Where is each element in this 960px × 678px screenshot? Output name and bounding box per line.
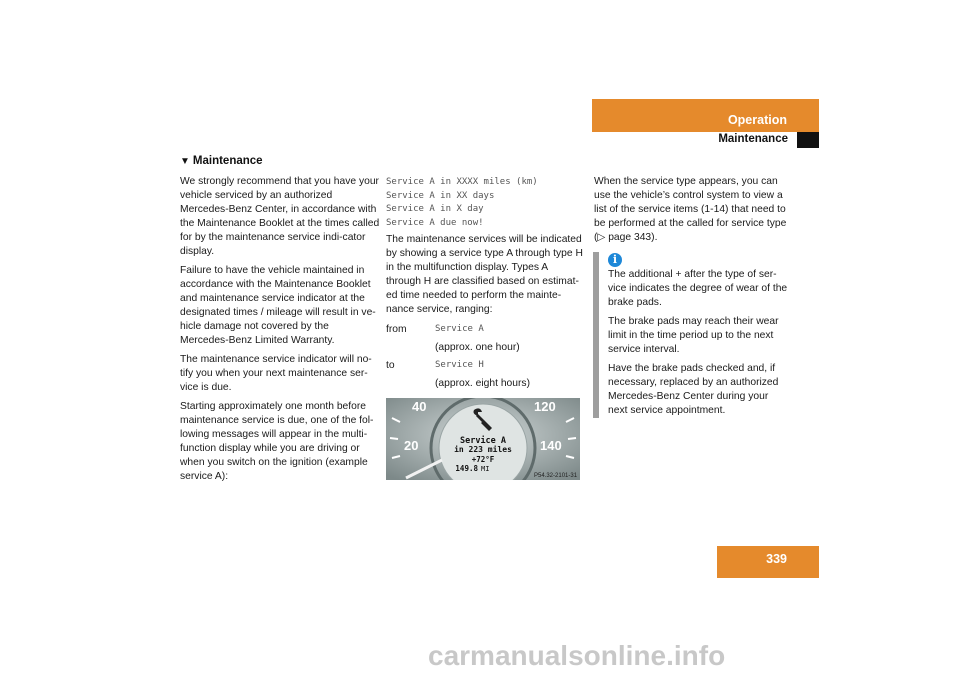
- display-message: Service A in XX days: [386, 190, 495, 201]
- figure-reference: P54.32-2101-31: [534, 473, 578, 479]
- paragraph: The maintenance service indicator will no-tify you when your next maintenance ser-vice is due.: [180, 354, 372, 393]
- info-box: [608, 268, 790, 423]
- info-paragraph: The additional + after the type of ser-vice indicates the degree of wear of the brake pads.: [608, 269, 788, 308]
- instrument-cluster-graphic: [386, 398, 580, 480]
- from-value: Service A: [435, 324, 484, 334]
- page-heading: [180, 155, 263, 167]
- display-line-1: Service A: [459, 436, 507, 446]
- column-3: [594, 175, 792, 250]
- display-message: Service A due now!: [386, 217, 484, 228]
- display-temperature: +72°F: [471, 455, 495, 464]
- display-odometer-unit: MI: [481, 465, 490, 473]
- display-messages: [386, 176, 584, 230]
- range-from: [386, 323, 584, 337]
- display-line-2: in 223 miles: [454, 445, 512, 454]
- page-number: 339: [766, 552, 787, 566]
- info-icon: i: [608, 253, 622, 267]
- speed-label-20: 20: [404, 438, 419, 453]
- to-value: Service H: [435, 360, 484, 370]
- page-number-box: [717, 546, 819, 578]
- paragraph: When the service type appears, you can use the vehicle’s control system to view a list of the service items (1-14) that need to be performed at the called for service type (▷ page 343).: [594, 176, 787, 243]
- paragraph: Failure to have the vehicle maintained in accordance with the Maintenance Booklet and maintenance service indicator at the designated times / mileage will result in ve-hicle damage not covered by the Mercedes-Benz Limited Warranty.: [180, 265, 376, 346]
- speed-label-40: 40: [412, 399, 427, 414]
- triangle-down-icon: ▼: [180, 156, 190, 167]
- instrument-cluster-image: [386, 398, 580, 480]
- from-label: from: [386, 324, 407, 335]
- header-marker: [797, 132, 819, 148]
- info-paragraph: Have the brake pads checked and, if necessary, replaced by an authorized Mercedes-Benz Center during your next service appointment.: [608, 363, 779, 416]
- paragraph: Starting approximately one month before maintenance service is due, one of the fol-lowing messages will appear in the multi-function display while you are driving or when you switch on the ignition (example service A):: [180, 401, 374, 482]
- heading-text: Maintenance: [192, 155, 263, 167]
- info-paragraph: The brake pads may reach their wear limit in the time period up to the next service interval.: [608, 316, 779, 355]
- display-message: Service A in XXXX miles (km): [386, 177, 538, 187]
- display-message: Service A in X day: [386, 204, 484, 214]
- header-band: [592, 99, 819, 132]
- watermark: carmanualsonline.info: [428, 640, 726, 671]
- info-sidebar-bar: [593, 252, 599, 418]
- range-to: [386, 359, 584, 373]
- display-odometer: 149.8: [455, 464, 478, 473]
- from-note: (approx. one hour): [435, 342, 520, 353]
- to-note: (approx. eight hours): [435, 378, 531, 389]
- subsection-title: Maintenance: [718, 133, 788, 145]
- section-title: Operation: [727, 113, 787, 127]
- to-label: to: [386, 360, 395, 371]
- paragraph: The maintenance services will be indicated by showing a service type A through type H in the multifunction display. Types A through H are classified based on estimat-ed time needed to perform the mainte-nance service, ranging:: [386, 234, 583, 315]
- speed-label-120: 120: [534, 399, 556, 414]
- paragraph: We strongly recommend that you have your vehicle serviced by an authorized Mercedes-Benz Center, in accordance with the Maintenance Booklet at the times called for by the maintenance service indi-cator display.: [180, 176, 380, 257]
- column-1: [180, 175, 380, 489]
- column-2: [386, 176, 584, 395]
- speed-label-140: 140: [540, 438, 562, 453]
